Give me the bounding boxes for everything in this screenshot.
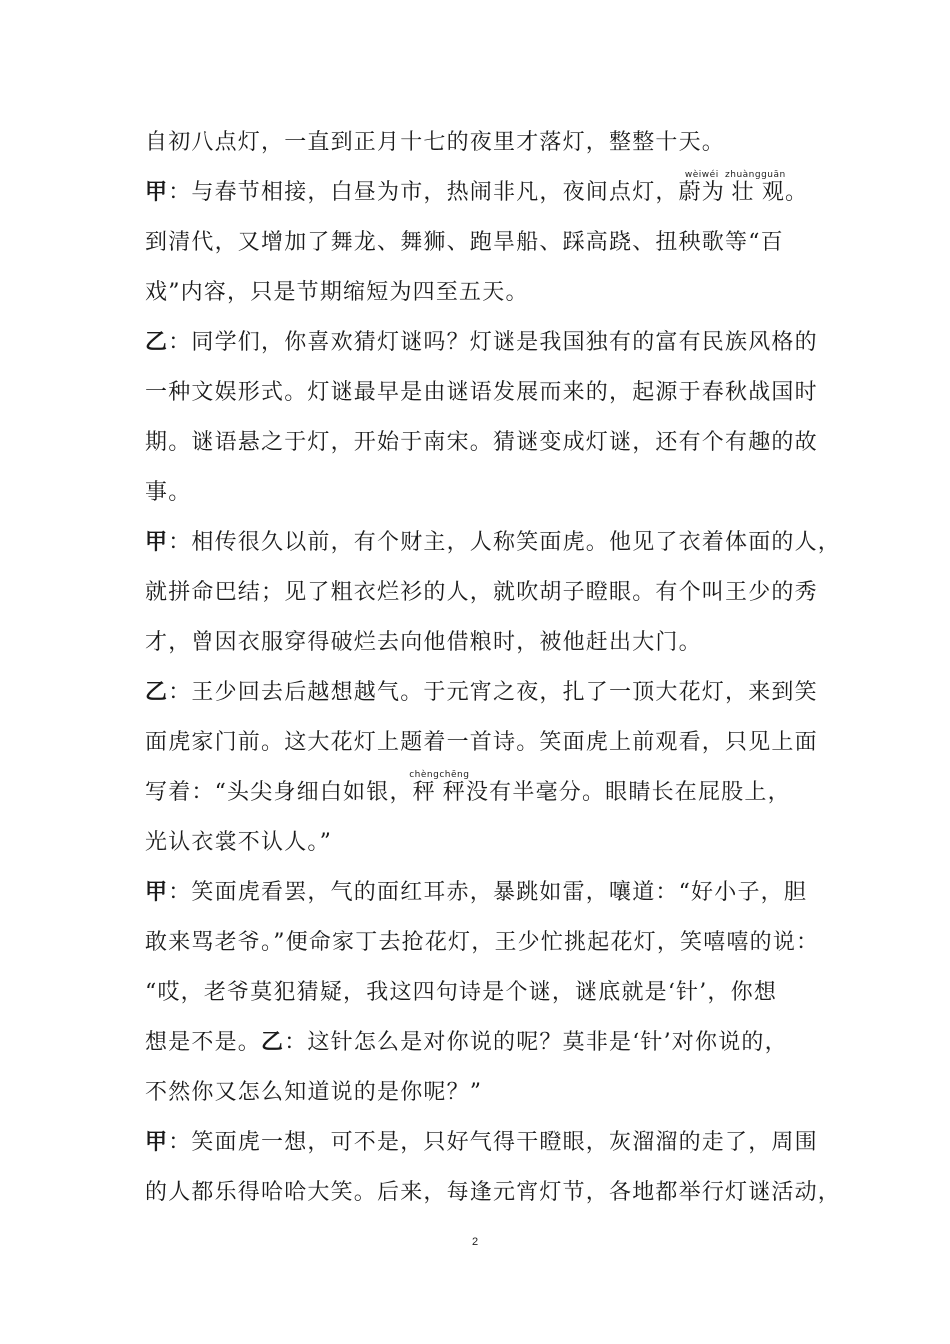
text-segment: 戏”内容，只是节期缩短为四至五天。 — [145, 280, 529, 305]
text-segment: 自初八点灯，一直到正月十七的夜里才落灯，整整十天。 — [145, 130, 726, 155]
text-segment: 敢来骂老爷。”便命家丁去抢花灯，王少忙挑起花灯，笑嘻嘻的说： — [145, 930, 820, 955]
text-line — [145, 218, 815, 268]
text-segment: 不然你又怎么知道说的是你呢？” — [145, 1080, 483, 1105]
text-segment: 想是不是。 — [145, 1030, 262, 1055]
text-line — [145, 168, 815, 218]
text-segment: 。 — [785, 180, 809, 205]
text-line — [145, 418, 818, 468]
ruby-annotated-text: 秤chèng — [409, 770, 440, 805]
text-line — [145, 368, 818, 418]
speaker-label: 乙 — [261, 1030, 285, 1055]
ruby-annotated-text: 秤chēng — [439, 770, 470, 805]
text-segment: 就拼命巴结；见了粗衣烂衫的人，就吹胡子瞪眼。有个叫王少的秀 — [145, 580, 818, 605]
document-page — [145, 118, 842, 1218]
ruby-annotated-text: 观guān — [761, 170, 786, 205]
text-line — [145, 668, 818, 718]
pinyin-annotation: zhuàng — [725, 170, 762, 180]
text-segment: ：与春节相接，白昼为市，热闹非凡，夜间点灯， — [168, 180, 679, 205]
pinyin-annotation: chèng — [409, 770, 440, 780]
speaker-label: 甲 — [145, 530, 169, 555]
text-line — [145, 1018, 815, 1068]
speaker-label: 甲 — [145, 1130, 169, 1155]
text-segment: 期。谜语悬之于灯，开始于南宋。猜谜变成灯谜，还有个有趣的故 — [145, 430, 818, 455]
text-line — [145, 918, 820, 968]
text-line — [145, 868, 815, 918]
text-line — [145, 1068, 815, 1118]
ruby-annotated-text: 壮zhuàng — [725, 170, 762, 205]
text-segment: 到清代，又增加了舞龙、舞狮、跑旱船、踩高跷、扭秧歌等“百 — [145, 230, 784, 255]
text-segment: 光认衣裳不认人。” — [145, 830, 333, 855]
text-segment: 面虎家门前。这大花灯上题着一首诗。笑面虎上前观看，只见上面 — [145, 730, 818, 755]
pinyin-annotation: chēng — [439, 770, 470, 780]
text-segment: ：笑面虎一想，可不是，只好气得干瞪眼，灰溜溜的走了，周围 — [168, 1130, 818, 1155]
speaker-label: 乙 — [145, 330, 169, 355]
text-line — [145, 818, 815, 868]
text-segment: 一种文娱形式。灯谜最早是由谜语发展而来的，起源于春秋战国时 — [145, 380, 818, 405]
text-line — [145, 468, 815, 518]
text-segment: “哎，老爷莫犯猜疑，我这四句诗是个谜，谜底就是‘针’，你想 — [145, 980, 778, 1005]
text-line — [145, 318, 818, 368]
text-line — [145, 118, 815, 168]
speaker-label: 甲 — [145, 880, 169, 905]
text-segment: 事。 — [145, 480, 192, 505]
text-segment: ：相传很久以前，有个财主，人称笑面虎。他见了衣着体面的人， — [168, 530, 842, 555]
text-line — [145, 568, 818, 618]
text-segment: ：这针怎么是对你说的呢？莫非是‘针’对你说的， — [284, 1030, 788, 1055]
text-line — [145, 1168, 842, 1218]
text-segment: ：同学们，你喜欢猜灯谜吗？灯谜是我国独有的富有民族风格的 — [168, 330, 818, 355]
text-segment: 没有半毫分。眼睛长在屁股上， — [465, 780, 791, 805]
text-line — [145, 618, 815, 668]
text-line — [145, 968, 815, 1018]
page-number: 2 — [471, 1236, 479, 1248]
text-segment: 的人都乐得哈哈大笑。后来，每逢元宵灯节，各地都举行灯谜活动， — [145, 1180, 842, 1205]
ruby-annotated-text: 蔚为wèiwéi — [678, 170, 726, 205]
text-segment: ：王少回去后越想越气。于元宵之夜，扎了一顶大花灯，来到笑 — [168, 680, 818, 705]
text-line — [145, 518, 842, 568]
pinyin-annotation: wèiwéi — [678, 170, 725, 180]
text-segment: 写着：“头尖身细白如银， — [145, 780, 413, 805]
text-line — [145, 718, 818, 768]
text-segment: 才，曾因衣服穿得破烂去向他借粮时，被他赶出大门。 — [145, 630, 702, 655]
text-line — [145, 268, 815, 318]
text-line — [145, 768, 815, 818]
text-line — [145, 1118, 818, 1168]
text-segment: ：笑面虎看罢，气的面红耳赤，暴跳如雷，嚷道：“好小子，胆 — [168, 880, 808, 905]
pinyin-annotation: guān — [761, 170, 786, 180]
speaker-label: 甲 — [145, 180, 169, 205]
speaker-label: 乙 — [145, 680, 169, 705]
